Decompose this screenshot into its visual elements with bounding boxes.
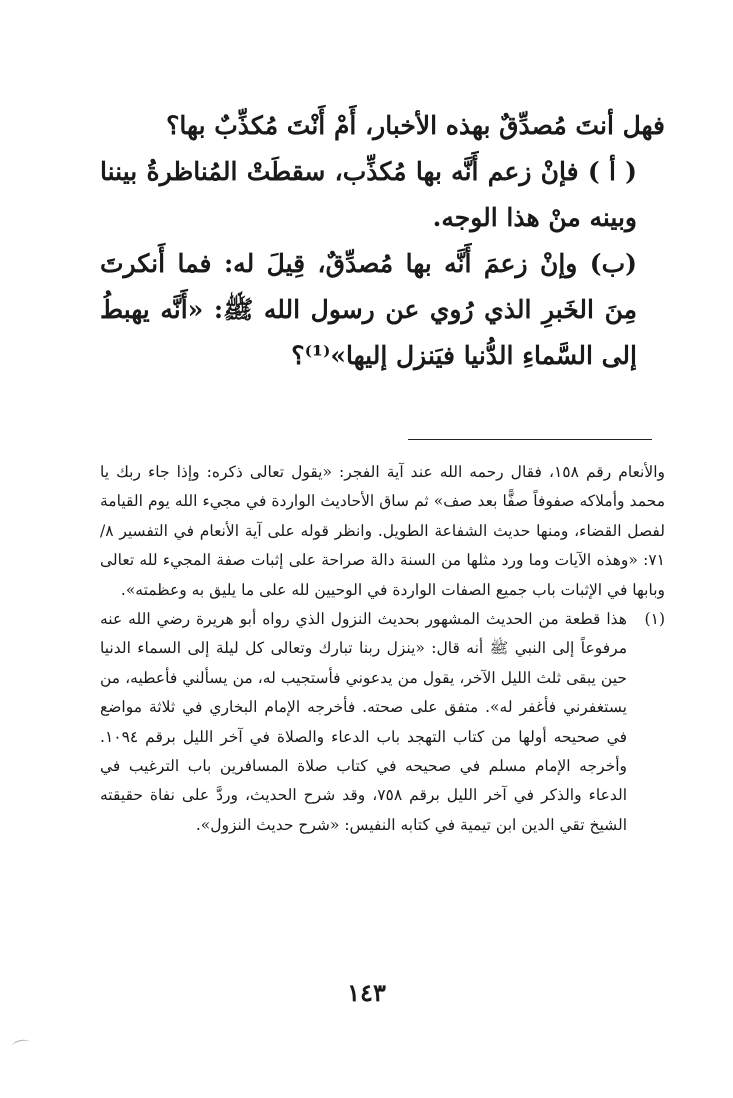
main-paragraph-b: (ب) وإنْ زعمَ أَنَّه بها مُصدِّقٌ، قِيلَ له: فما أَنكرتَ مِنَ الخَبرِ الذي رُوي عن رسول الله ﷺ: «أَنَّه يهبطُ إلى السَّماءِ الدُّنيا فيَنزل إليها»⁽¹⁾؟ (100, 249, 637, 370)
main-question-line: فهل أنتَ مُصدِّقٌ بهذه الأخبار، أَمْ أَنْتَ مُكذِّبٌ بها؟ (166, 111, 665, 140)
main-text (100, 103, 665, 379)
main-paragraph-a: ( أ ) فإنْ زعم أَنَّه بها مُكذِّب، سقطَتْ المُناظرةُ بيننا وبينه منْ هذا الوجه. (100, 157, 637, 232)
scan-mark (11, 1038, 30, 1051)
footnote-1-number: (١) (644, 610, 665, 629)
footnote-continuation: والأنعام رقم ١٥٨، فقال رحمه الله عند آية الفجر: «يقول تعالى ذكره: وإذا جاء ربك يا محمد وأملاكه صفوفاً صفًّا بعد صف» ثم ساق الأحاديث الواردة في مجيء الله يوم القيامة لفصل القضاء، ومنها حديث الشفاعة الطويل. وانظر قوله على آية الأنعام في التفسير ٨/ ٧١: «وهذه الآيات وما ورد مثلها من السنة دالة صراحة على إثبات صفة المجيء لله تعالى وبابها في الإثبات باب جميع الصفات الواردة في الوحيين لله على ما يليق به وعظمته». (100, 463, 665, 599)
footnote-1-text: هذا قطعة من الحديث المشهور بحديث النزول الذي رواه أبو هريرة رضي الله عنه مرفوعاً إلى النبي ﷺ أنه قال: «ينزل ربنا تبارك وتعالى كل ليلة إلى السماء الدنيا حين يبقى ثلث الليل الآخر، يقول من يدعوني فأستجيب له، من يسألني فأعطيه، من يستغفرني فأغفر له». متفق على صحته. فأخرجه الإمام البخاري في ثلاثة مواضع في صحيحه أولها من كتاب التهجد باب الدعاء والصلاة في آخر الليل برقم ١٠٩٤. وأخرجه الإمام مسلم في صحيحه في كتاب صلاة المسافرين باب الترغيب في الدعاء والذكر في آخر الليل برقم ٧٥٨، وقد شرح الحديث، وردَّ على نفاة حقيقته الشيخ تقي الدين ابن تيمية في كتابه النفيس: «شرح حديث النزول». (100, 610, 627, 834)
footnotes (100, 458, 665, 840)
footnote-divider (408, 439, 652, 440)
page-number: ١٤٣ (347, 978, 386, 1007)
footnote-1 (100, 605, 665, 840)
